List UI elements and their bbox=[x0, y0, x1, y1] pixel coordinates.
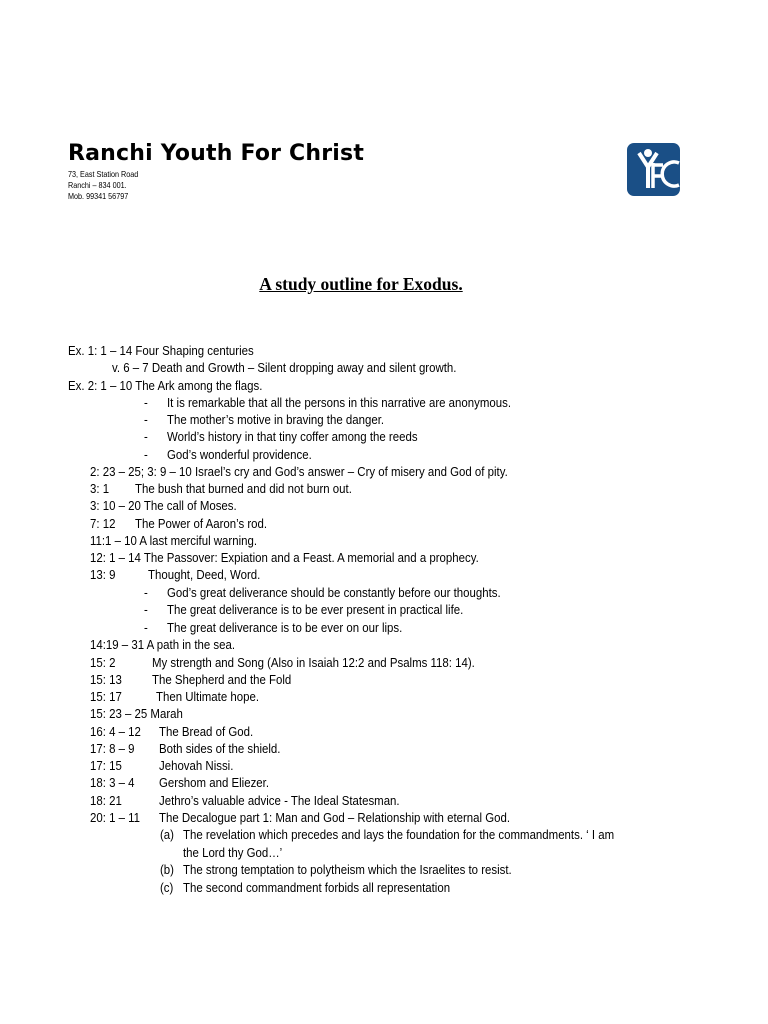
outline-ref: 18: 21 bbox=[90, 793, 122, 808]
outline-ref: 15: 17 bbox=[90, 689, 122, 704]
outline-text: Thought, Deed, Word. bbox=[148, 567, 261, 582]
outline-ref: 20: 1 – 11 bbox=[90, 810, 141, 825]
outline-text: Both sides of the shield. bbox=[159, 741, 281, 756]
outline-text: Jethro’s valuable advice - The Ideal Statesman. bbox=[159, 793, 400, 808]
bullet-item: The great deliverance is to be ever on our lips. bbox=[167, 620, 403, 635]
bullet-item: It is remarkable that all the persons in this narrative are anonymous. bbox=[167, 395, 512, 410]
outline-line: v. 6 – 7 Death and Growth – Silent dropping away and silent growth. bbox=[112, 360, 457, 375]
address-line-2: Ranchi – 834 001. bbox=[68, 180, 127, 190]
sub-item-text: The revelation which precedes and lays the foundation for the commandments. ‘ I am bbox=[183, 827, 615, 842]
document-title: A study outline for Exodus. bbox=[259, 274, 463, 294]
sub-item-text: the Lord thy God…’ bbox=[183, 845, 283, 860]
phone-number: Mob. 99341 56797 bbox=[68, 191, 129, 201]
outline-ref: 17: 15 bbox=[90, 758, 122, 773]
bullet-dash: - bbox=[144, 620, 148, 635]
outline-line: 15: 23 – 25 Marah bbox=[90, 706, 183, 721]
outline-ref: 17: 8 – 9 bbox=[90, 741, 135, 756]
bullet-dash: - bbox=[144, 602, 148, 617]
bullet-dash: - bbox=[144, 447, 148, 462]
sub-item-text: The second commandment forbids all representation bbox=[183, 880, 451, 895]
outline-ref: 15: 2 bbox=[90, 655, 116, 670]
outline-line: 3: 10 – 20 The call of Moses. bbox=[90, 498, 237, 513]
yfc-logo bbox=[627, 143, 680, 196]
bullet-item: God’s wonderful providence. bbox=[167, 447, 312, 462]
outline-text: The Shepherd and the Fold bbox=[152, 672, 292, 687]
bullet-item: World’s history in that tiny coffer among the reeds bbox=[167, 429, 418, 444]
address-line-1: 73, East Station Road bbox=[68, 169, 139, 179]
sub-item-marker: (b) bbox=[160, 862, 174, 877]
outline-text: The bush that burned and did not burn out. bbox=[135, 481, 352, 496]
bullet-dash: - bbox=[144, 395, 148, 410]
bullet-dash: - bbox=[144, 429, 148, 444]
sub-item-text: The strong temptation to polytheism which the Israelites to resist. bbox=[183, 862, 512, 877]
sub-item-marker: (a) bbox=[160, 827, 174, 842]
bullet-dash: - bbox=[144, 412, 148, 427]
outline-line: 11:1 – 10 A last merciful warning. bbox=[90, 533, 258, 548]
outline-ref: 7: 12 bbox=[90, 516, 116, 531]
sub-item-marker: (c) bbox=[160, 880, 174, 895]
outline-line: 2: 23 – 25; 3: 9 – 10 Israel’s cry and God’s answer – Cry of misery and God of pity. bbox=[90, 464, 508, 479]
outline-text: Gershom and Eliezer. bbox=[159, 775, 270, 790]
outline-ref: 15: 13 bbox=[90, 672, 122, 687]
outline-ref: 13: 9 bbox=[90, 567, 116, 582]
bullet-item: God’s great deliverance should be constantly before our thoughts. bbox=[167, 585, 501, 600]
bullet-item: The great deliverance is to be ever present in practical life. bbox=[167, 602, 464, 617]
outline-text: Jehovah Nissi. bbox=[159, 758, 234, 773]
outline-text: The Power of Aaron’s rod. bbox=[135, 516, 268, 531]
outline-line: 14:19 – 31 A path in the sea. bbox=[90, 637, 236, 652]
outline-text: The Decalogue part 1: Man and God – Relationship with eternal God. bbox=[159, 810, 511, 825]
outline-text: Then Ultimate hope. bbox=[156, 689, 260, 704]
bullet-item: The mother’s motive in braving the danger. bbox=[167, 412, 385, 427]
org-name: Ranchi Youth For Christ bbox=[68, 141, 365, 166]
outline-text: The Bread of God. bbox=[159, 724, 254, 739]
outline-line: 12: 1 – 14 The Passover: Expiation and a Feast. A memorial and a prophecy. bbox=[90, 550, 479, 565]
outline-ref: 3: 1 bbox=[90, 481, 110, 496]
outline-line: Ex. 2: 1 – 10 The Ark among the flags. bbox=[68, 378, 263, 393]
outline-ref: 16: 4 – 12 bbox=[90, 724, 141, 739]
outline-line: Ex. 1: 1 – 14 Four Shaping centuries bbox=[68, 343, 254, 358]
bullet-dash: - bbox=[144, 585, 148, 600]
outline-ref: 18: 3 – 4 bbox=[90, 775, 135, 790]
outline-text: My strength and Song (Also in Isaiah 12:2 and Psalms 118: 14). bbox=[152, 655, 475, 670]
